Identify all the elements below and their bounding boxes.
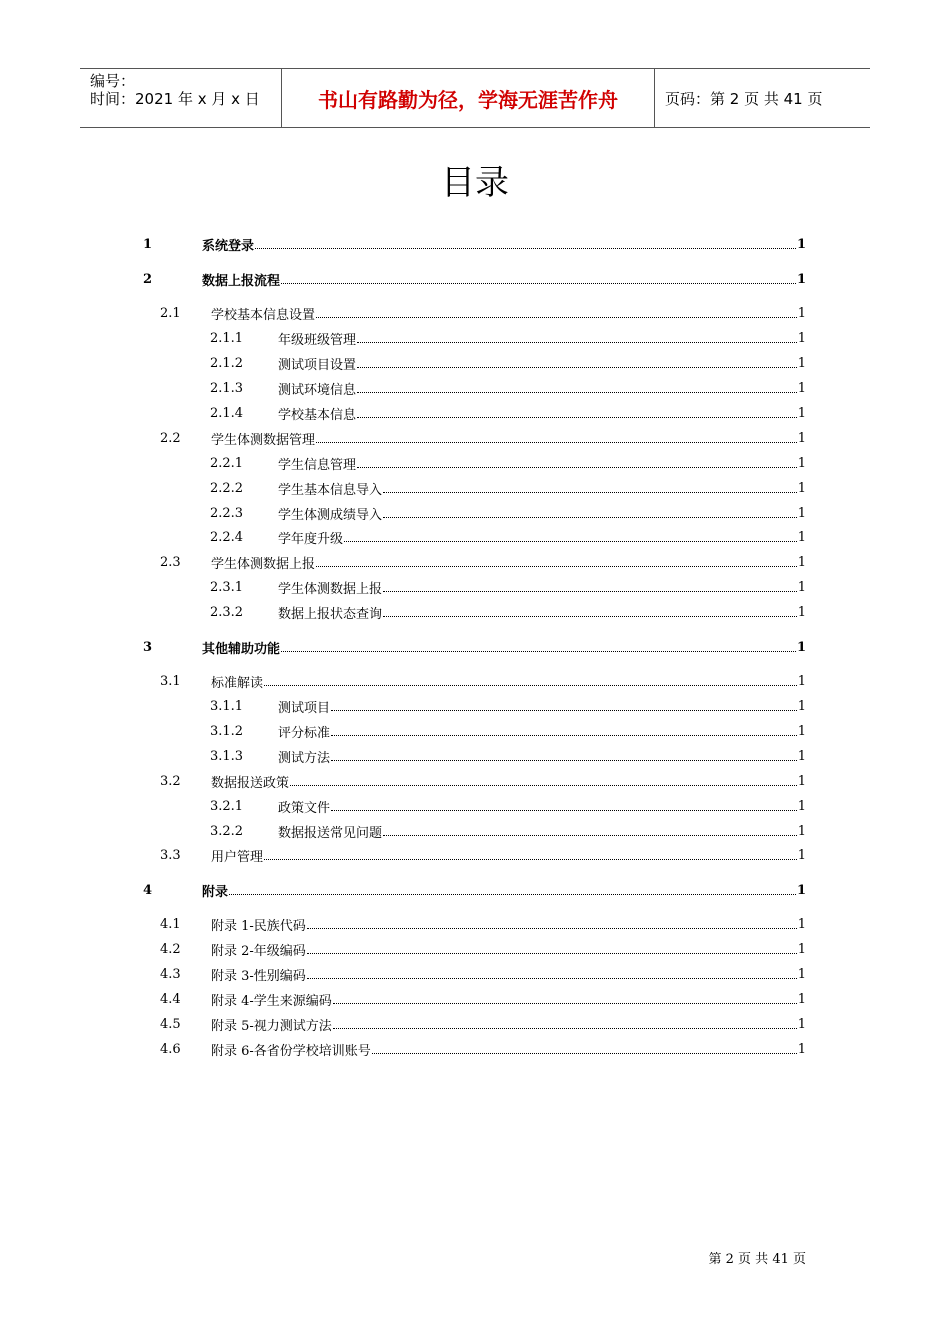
toc-entry[interactable] <box>160 1039 806 1059</box>
toc-entry-label: 学生信息管理 <box>278 457 357 473</box>
toc-entry[interactable] <box>160 428 806 448</box>
toc-entry-page: 1 <box>797 1041 806 1057</box>
toc-entry[interactable] <box>160 771 806 791</box>
toc-dot-leader <box>255 248 796 249</box>
page-title: 目录 <box>441 163 509 203</box>
toc-entry-label: 数据上报状态查询 <box>278 606 383 622</box>
toc-dot-leader <box>307 953 797 954</box>
toc-entry-label: 测试方法 <box>278 750 331 766</box>
toc-dot-leader <box>316 566 797 567</box>
toc-entry-label: 学生体测成绩导入 <box>278 507 383 523</box>
toc-entry[interactable] <box>143 234 806 254</box>
toc-entry-page: 1 <box>796 639 806 655</box>
toc-entry-number: 4.4 <box>160 991 181 1007</box>
toc-dot-leader <box>383 835 797 836</box>
toc-dot-leader <box>281 651 796 652</box>
header-page-info: 页码：第 2 页 共 41 页 <box>665 89 823 108</box>
toc-entry-number: 4.3 <box>160 966 181 982</box>
toc-dot-leader <box>372 1053 797 1054</box>
toc-entry-label: 附录 <box>202 884 229 900</box>
toc-entry-number: 2.3.1 <box>210 579 244 595</box>
toc-entry-page: 1 <box>797 505 806 521</box>
toc-entry[interactable] <box>210 577 806 597</box>
toc-entry-page: 1 <box>797 380 806 396</box>
toc-dot-leader <box>331 760 797 761</box>
toc-entry-page: 1 <box>797 579 806 595</box>
toc-entry-number: 3.1 <box>160 673 181 689</box>
toc-entry-page: 1 <box>797 1016 806 1032</box>
toc-dot-leader <box>357 342 797 343</box>
toc-entry-number: 2.2 <box>160 430 181 446</box>
toc-entry-number: 4.1 <box>160 916 181 932</box>
toc-entry-page: 1 <box>797 723 806 739</box>
toc-dot-leader <box>333 1003 797 1004</box>
toc-entry[interactable] <box>143 637 806 657</box>
toc-entry-number: 2.2.3 <box>210 505 244 521</box>
toc-entry-label: 学生体测数据上报 <box>211 556 316 572</box>
header-motto: 书山有路勤为径，学海无涯苦作舟 <box>282 69 655 127</box>
toc-entry-page: 1 <box>797 673 806 689</box>
toc-entry-page: 1 <box>797 966 806 982</box>
toc-entry[interactable] <box>160 671 806 691</box>
toc-dot-leader <box>383 517 797 518</box>
toc-entry-page: 1 <box>797 847 806 863</box>
toc-entry-number: 2.3.2 <box>210 604 244 620</box>
toc-entry-number: 2.2.1 <box>210 455 244 471</box>
toc-entry[interactable] <box>210 821 806 841</box>
toc-dot-leader <box>344 541 797 542</box>
toc-entry-number: 3.2.2 <box>210 823 244 839</box>
toc-dot-leader <box>290 785 797 786</box>
toc-entry-page: 1 <box>797 941 806 957</box>
toc-entry-label: 学生体测数据上报 <box>278 581 383 597</box>
toc-dot-leader <box>383 591 797 592</box>
toc-entry-page: 1 <box>796 882 806 898</box>
toc-entry[interactable] <box>160 939 806 959</box>
toc-entry-number: 2.1.4 <box>210 405 244 421</box>
toc-entry-number: 3.2 <box>160 773 181 789</box>
toc-entry-page: 1 <box>797 698 806 714</box>
toc-entry-number: 2.2.4 <box>210 529 244 545</box>
toc-entry-label: 学生基本信息导入 <box>278 482 383 498</box>
toc-entry-page: 1 <box>797 455 806 471</box>
toc-entry-page: 1 <box>797 916 806 932</box>
toc-entry-number: 3.3 <box>160 847 181 863</box>
toc-entry[interactable] <box>210 453 806 473</box>
toc-entry[interactable] <box>160 845 806 865</box>
toc-entry-number: 1 <box>143 236 153 252</box>
toc-entry-number: 2.1 <box>160 305 181 321</box>
toc-entry-number: 3.1.2 <box>210 723 244 739</box>
toc-entry-label: 数据报送政策 <box>211 775 290 791</box>
toc-entry[interactable] <box>160 964 806 984</box>
toc-entry-page: 1 <box>797 305 806 321</box>
toc-entry-page: 1 <box>796 236 806 252</box>
toc-dot-leader <box>316 442 797 443</box>
toc-entry-number: 3.1.3 <box>210 748 244 764</box>
toc-entry-number: 3.2.1 <box>210 798 244 814</box>
toc-entry-label: 测试项目设置 <box>278 357 357 373</box>
toc-entry-number: 3 <box>143 639 153 655</box>
toc-entry-label: 其他辅助功能 <box>202 641 281 657</box>
toc-dot-leader <box>333 1028 797 1029</box>
toc-entry-number: 4.6 <box>160 1041 181 1057</box>
toc-entry[interactable] <box>160 552 806 572</box>
toc-entry-page: 1 <box>796 271 806 287</box>
toc-dot-leader <box>307 928 797 929</box>
toc-dot-leader <box>357 392 797 393</box>
toc-dot-leader <box>331 810 797 811</box>
toc-entry-page: 1 <box>797 330 806 346</box>
toc-entry-label: 年级班级管理 <box>278 332 357 348</box>
toc-entry[interactable] <box>160 303 806 323</box>
toc-entry-page: 1 <box>797 430 806 446</box>
toc-entry-label: 学年度升级 <box>278 531 344 547</box>
header-meta <box>80 69 282 127</box>
toc-entry-label: 系统登录 <box>202 238 255 254</box>
toc-entry-label: 用户管理 <box>211 849 264 865</box>
toc-dot-leader <box>331 710 797 711</box>
toc-entry[interactable] <box>160 914 806 934</box>
toc-entry-label: 学校基本信息 <box>278 407 357 423</box>
toc-entry-label: 附录 1-民族代码 <box>211 918 306 934</box>
toc-entry-label: 学生体测数据管理 <box>211 432 316 448</box>
toc-entry[interactable] <box>210 478 806 498</box>
toc-entry[interactable] <box>210 696 806 716</box>
toc-entry-label: 评分标准 <box>278 725 331 741</box>
toc-entry-page: 1 <box>797 405 806 421</box>
toc-entry-label: 标准解读 <box>211 675 264 691</box>
toc-entry-page: 1 <box>797 823 806 839</box>
toc-dot-leader <box>264 685 797 686</box>
toc-entry-number: 2.1.1 <box>210 330 244 346</box>
toc-dot-leader <box>383 492 797 493</box>
toc-dot-leader <box>357 367 797 368</box>
toc-entry-label: 数据报送常见问题 <box>278 825 383 841</box>
toc-entry-number: 4.2 <box>160 941 181 957</box>
toc-entry[interactable] <box>210 403 806 423</box>
toc-entry[interactable] <box>210 746 806 766</box>
toc-dot-leader <box>229 894 796 895</box>
toc-entry-label: 学校基本信息设置 <box>211 307 316 323</box>
toc-entry-page: 1 <box>797 529 806 545</box>
toc-entry[interactable] <box>143 269 806 289</box>
header-time-label: 时间：2021 年 x 月 x 日 <box>90 90 260 108</box>
header-number-label: 编号： <box>90 72 136 90</box>
toc-dot-leader <box>307 978 797 979</box>
toc-entry-label: 附录 2-年级编码 <box>211 943 306 959</box>
toc-entry[interactable] <box>210 527 806 547</box>
toc-entry-label: 附录 4-学生来源编码 <box>211 993 332 1009</box>
toc-dot-leader <box>264 859 797 860</box>
toc-entry-label: 数据上报流程 <box>202 273 281 289</box>
toc-entry[interactable] <box>210 796 806 816</box>
toc-entry[interactable] <box>210 378 806 398</box>
toc-dot-leader <box>281 283 796 284</box>
page-header <box>80 68 870 128</box>
toc-entry-page: 1 <box>797 773 806 789</box>
toc-entry-number: 4.5 <box>160 1016 181 1032</box>
toc-entry-number: 2.2.2 <box>210 480 244 496</box>
toc-entry[interactable] <box>160 989 806 1009</box>
toc-entry-number: 2 <box>143 271 153 287</box>
toc-entry[interactable] <box>210 353 806 373</box>
toc-entry-label: 附录 5-视力测试方法 <box>211 1018 332 1034</box>
toc-entry[interactable] <box>210 503 806 523</box>
toc-entry[interactable] <box>210 721 806 741</box>
toc-entry[interactable] <box>210 328 806 348</box>
toc-entry-page: 1 <box>797 355 806 371</box>
toc-entry-label: 测试项目 <box>278 700 331 716</box>
toc-entry-page: 1 <box>797 554 806 570</box>
toc-entry[interactable] <box>210 602 806 622</box>
toc-dot-leader <box>316 317 797 318</box>
toc-entry-number: 4 <box>143 882 153 898</box>
toc-entry-page: 1 <box>797 480 806 496</box>
toc-dot-leader <box>357 467 797 468</box>
toc-dot-leader <box>383 616 797 617</box>
toc-entry-label: 政策文件 <box>278 800 331 816</box>
toc-entry-label: 测试环境信息 <box>278 382 357 398</box>
toc-entry-label: 附录 3-性别编码 <box>211 968 306 984</box>
toc-entry-page: 1 <box>797 798 806 814</box>
toc-entry-number: 2.1.2 <box>210 355 244 371</box>
toc-entry-label: 附录 6-各省份学校培训账号 <box>211 1043 371 1059</box>
toc-entry-page: 1 <box>797 748 806 764</box>
toc-entry[interactable] <box>160 1014 806 1034</box>
toc-entry[interactable] <box>143 880 806 900</box>
toc-entry-page: 1 <box>797 991 806 1007</box>
page-footer: 第 2 页 共 41 页 <box>708 1252 806 1267</box>
toc-entry-number: 2.3 <box>160 554 181 570</box>
toc-dot-leader <box>331 735 797 736</box>
toc-entry-page: 1 <box>797 604 806 620</box>
toc-dot-leader <box>357 417 797 418</box>
toc-entry-number: 3.1.1 <box>210 698 244 714</box>
toc-entry-number: 2.1.3 <box>210 380 244 396</box>
